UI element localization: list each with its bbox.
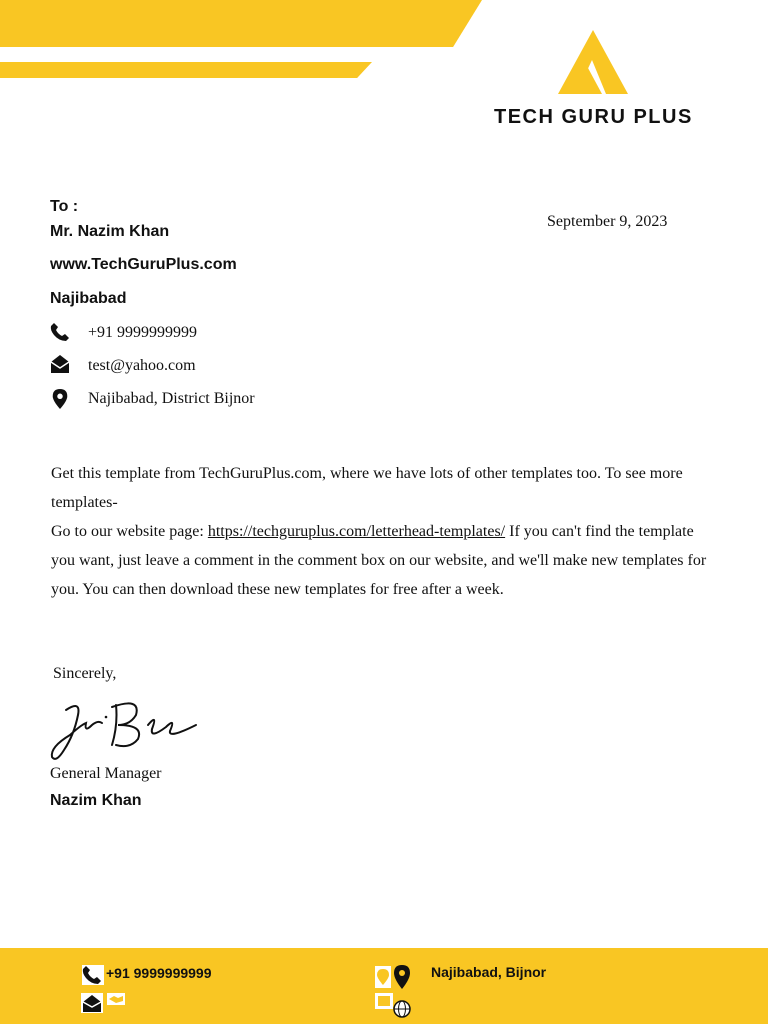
footer-handshake-icon	[107, 993, 125, 1005]
signature-image	[46, 695, 206, 770]
body-paragraph-2-prefix: Go to our website page:	[51, 523, 208, 540]
header-accent-band-top	[0, 0, 482, 47]
location-pin-icon	[50, 389, 70, 409]
footer-location-pin-icon	[393, 965, 411, 989]
phone-icon	[50, 322, 70, 342]
body-paragraph-1: Get this template from TechGuruPlus.com, where we have lots of other templates too. To see more templates-	[51, 465, 683, 511]
envelope-icon	[50, 354, 70, 374]
body-paragraph-2	[51, 517, 721, 604]
contact-email: test@yahoo.com	[88, 357, 196, 374]
brand-logo-icon	[558, 30, 628, 94]
contact-address: Najibabad, District Bijnor	[88, 390, 255, 407]
footer-map-icon	[375, 966, 391, 988]
footer-address: Najibabad, Bijnor	[431, 964, 547, 980]
templates-link[interactable]: https://techguruplus.com/letterhead-templates/	[207, 523, 506, 540]
contact-phone: +91 9999999999	[88, 324, 198, 341]
recipient-name: Mr. Nazim Khan	[50, 223, 170, 240]
footer-envelope-icon	[81, 993, 103, 1013]
header-accent-band-bottom	[0, 62, 372, 78]
to-label: To :	[50, 198, 79, 215]
brand-name: TECH GURU PLUS	[494, 106, 693, 128]
body-paragraph-2-suffix: If you can't find the template you want, just leave a comment in the comment box on our website, and we'll make new templates for you. You can then download these new templates for free after a week.	[51, 523, 707, 598]
footer-phone-icon	[82, 965, 104, 985]
letter-date: September 9, 2023	[547, 213, 668, 230]
footer-card-icon	[375, 993, 393, 1009]
recipient-website: www.TechGuruPlus.com	[50, 256, 237, 273]
footer-phone: +91 9999999999	[106, 965, 212, 981]
footer-globe-icon	[393, 1000, 411, 1018]
signer-role: General Manager	[50, 765, 162, 782]
letter-body	[51, 459, 721, 604]
signer-name: Nazim Khan	[50, 792, 142, 809]
closing-sincerely: Sincerely,	[53, 665, 117, 682]
recipient-city: Najibabad	[50, 290, 127, 307]
